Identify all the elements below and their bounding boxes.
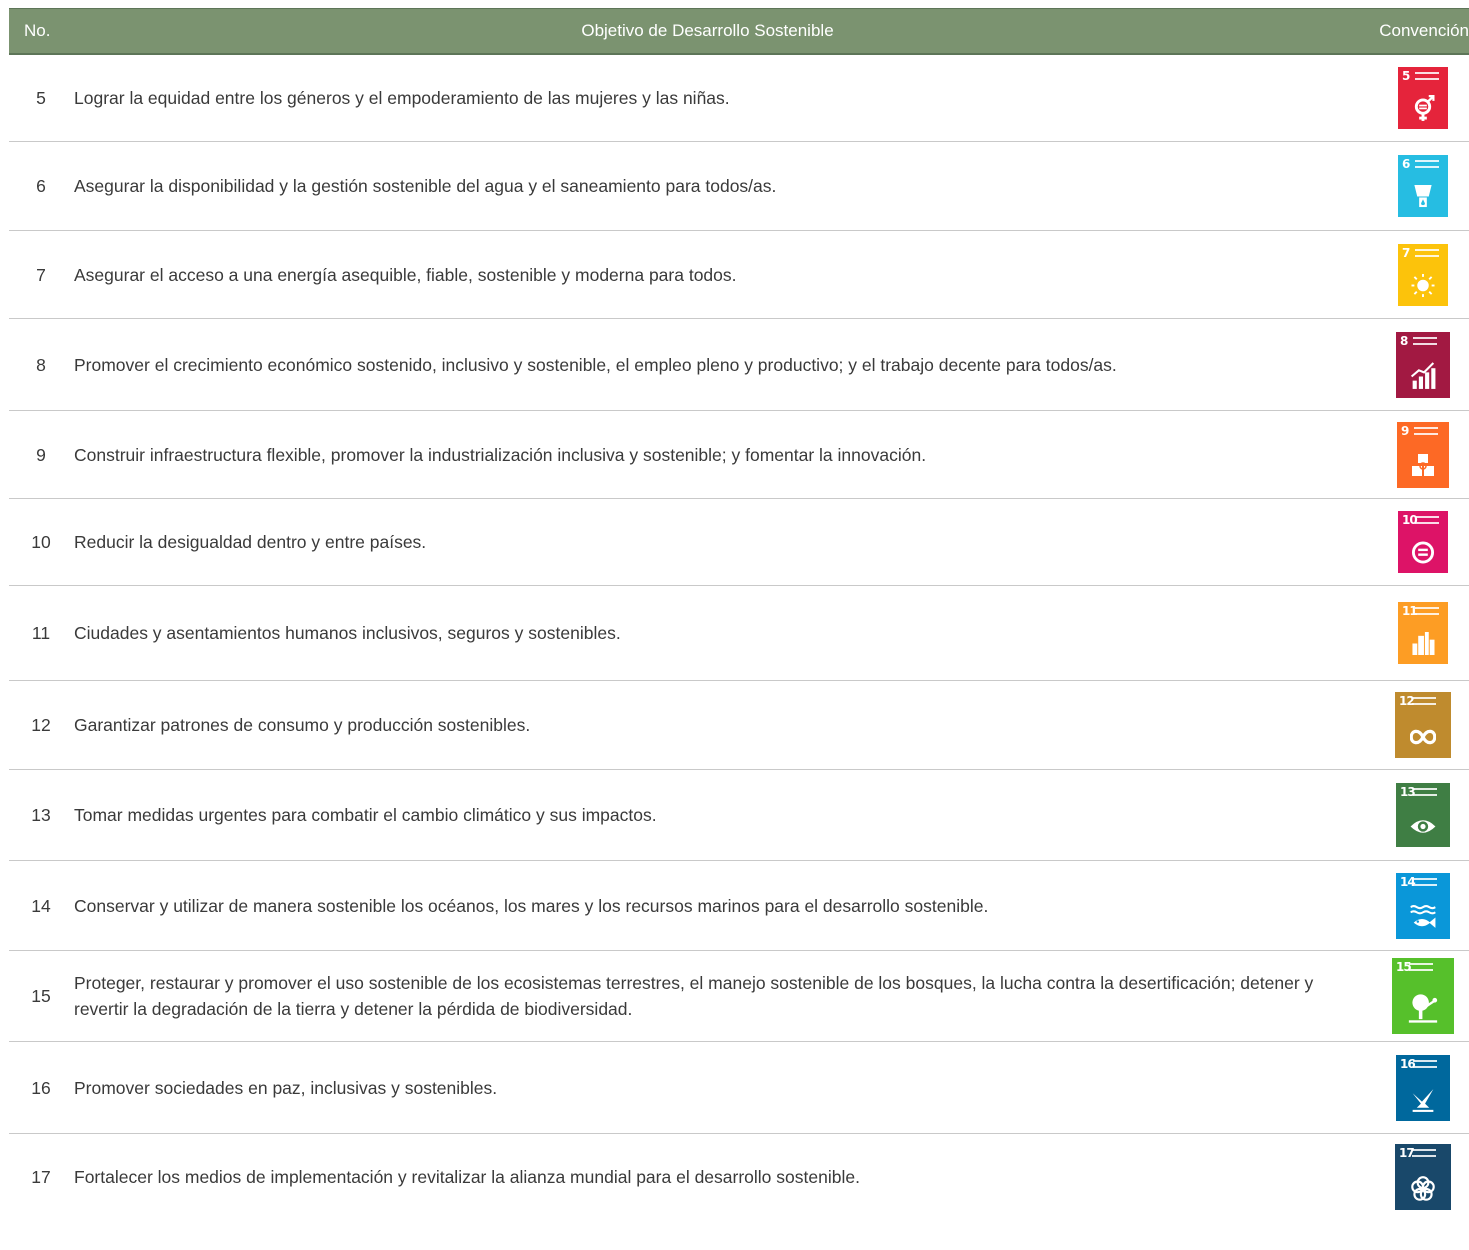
table-row (9, 681, 1469, 770)
sdg-tile (1398, 511, 1448, 573)
sdg-objective-text: Construir infraestructura flexible, promover la industrialización inclusiva y sostenible; y fomentar la innovación. (74, 444, 927, 465)
sdg-tile-number: 7 (1402, 245, 1410, 260)
sdg-convention-cell (1369, 783, 1469, 847)
sdg-objective-text: Promover sociedades en paz, inclusivas y sostenibles. (74, 1077, 498, 1098)
sdg-objective-text: Promover el crecimiento económico sostenido, inclusivo y sostenible, el empleo pleno y productivo; y el trabajo decente para todos/as. (74, 354, 1117, 375)
sdg-tile-title-lines (1413, 788, 1437, 796)
sdg-objective-text: Lograr la equidad entre los géneros y el empoderamiento de las mujeres y las niñas. (74, 88, 730, 108)
sdg-tile (1397, 422, 1449, 488)
sdg-tile (1398, 67, 1448, 129)
table-row (9, 319, 1469, 411)
table-row (9, 142, 1469, 231)
table-row (9, 951, 1469, 1042)
city-icon (1412, 630, 1435, 657)
sdg-objective-text: Reducir la desigualdad dentro y entre países. (74, 532, 427, 552)
table-row (9, 1042, 1469, 1134)
sdg-tile (1398, 602, 1448, 664)
sdg-tile-number: 15 (1396, 960, 1411, 974)
infinity-icon (1410, 722, 1436, 752)
sdg-convention-cell (1369, 244, 1469, 306)
sdg-tile-title-lines (1412, 1149, 1436, 1157)
table-row (9, 1134, 1469, 1219)
sdg-tile-number: 14 (1400, 874, 1415, 889)
sdg-tile-title-lines (1413, 337, 1437, 345)
sdg-tile-title-lines (1415, 516, 1439, 524)
sdg-objective-text: Fortalecer los medios de implementación y revitalizar la alianza mundial para el desarrollo sostenible. (74, 1166, 860, 1187)
cubes-icon (1411, 452, 1435, 480)
water-tap-icon (1412, 183, 1435, 210)
sdg-tile-number: 13 (1400, 785, 1415, 799)
sdg-tile (1396, 783, 1450, 847)
sdg-tile-number: 8 (1400, 333, 1408, 348)
table-row (9, 586, 1469, 681)
sdg-convention-cell (1369, 1055, 1469, 1121)
tree-icon (1409, 992, 1438, 1025)
sdg-tile (1395, 692, 1451, 758)
earth-eye-icon (1411, 812, 1436, 841)
sdg-number: 14 (31, 895, 51, 916)
table-row (9, 411, 1469, 499)
sdg-tile-title-lines (1415, 607, 1439, 615)
sdg-convention-cell (1369, 1144, 1469, 1210)
table-header (9, 9, 1469, 55)
sdg-number: 12 (31, 715, 51, 735)
fish-icon (1411, 903, 1436, 932)
sdg-objective-text: Asegurar el acceso a una energía asequible, fiable, sostenible y moderna para todos. (74, 264, 737, 285)
sdg-tile-title-lines (1413, 878, 1437, 886)
sdg-table (9, 8, 1469, 1219)
sdg-tile-title-lines (1415, 249, 1439, 257)
sdg-number: 11 (31, 623, 51, 643)
sdg-convention-cell (1369, 332, 1469, 398)
sdg-tile (1395, 1144, 1451, 1210)
sdg-convention-cell (1369, 511, 1469, 573)
sdg-tile (1396, 332, 1450, 398)
sdg-tile-title-lines (1414, 427, 1438, 435)
table-row (9, 499, 1469, 586)
sdg-objective-text: Conservar y utilizar de manera sostenible los océanos, los mares y los recursos marinos para el desarrollo sostenible. (74, 895, 989, 916)
table-row (9, 231, 1469, 319)
sdg-tile-title-lines (1409, 963, 1433, 971)
table-body (9, 55, 1469, 1219)
sdg-number: 16 (31, 1077, 51, 1098)
sdg-tile-title-lines (1413, 1060, 1437, 1068)
header-no: No. (24, 21, 51, 40)
sdg-number: 10 (31, 532, 51, 552)
sdg-tile-number: 16 (1400, 1056, 1415, 1071)
sdg-tile-number: 12 (1399, 694, 1414, 708)
sdg-number: 5 (36, 88, 46, 108)
sdg-tile-number: 6 (1402, 157, 1410, 171)
sdg-tile-number: 9 (1401, 423, 1409, 438)
sdg-number: 17 (31, 1166, 51, 1187)
growth-chart-icon (1411, 362, 1436, 391)
dove-icon (1411, 1085, 1436, 1114)
sdg-tile-title-lines (1412, 697, 1436, 705)
sdg-convention-cell (1369, 67, 1469, 129)
sdg-tile (1398, 155, 1448, 217)
header-objective: Objetivo de Desarrollo Sostenible (581, 21, 834, 40)
sdg-tile-title-lines (1415, 72, 1439, 80)
sdg-convention-cell (1369, 422, 1469, 488)
equality-icon (1412, 539, 1435, 566)
sdg-convention-cell (1369, 873, 1469, 939)
table-row (9, 861, 1469, 951)
sdg-tile-title-lines (1415, 160, 1439, 168)
sdg-tile (1398, 244, 1448, 306)
sdg-tile-number: 11 (1402, 604, 1417, 618)
sdg-convention-cell (1369, 692, 1469, 758)
sdg-objective-text: Tomar medidas urgentes para combatir el cambio climático y sus impactos. (74, 805, 657, 825)
sdg-convention-cell (1369, 958, 1469, 1034)
sdg-tile (1396, 1055, 1450, 1121)
sdg-number: 7 (36, 264, 46, 285)
sdg-tile-number: 5 (1402, 69, 1410, 83)
sdg-objective-text: Garantizar patrones de consumo y producción sostenibles. (74, 715, 531, 735)
header-convention: Convención (1379, 21, 1469, 40)
sdg-number: 15 (31, 986, 51, 1006)
sdg-number: 6 (36, 176, 46, 196)
sdg-tile (1396, 873, 1450, 939)
sdg-number: 8 (36, 354, 46, 375)
table-row (9, 770, 1469, 861)
sdg-number: 9 (36, 444, 46, 465)
sdg-objective-text: Ciudades y asentamientos humanos inclusivos, seguros y sostenibles. (74, 623, 621, 643)
sdg-objective-text: Asegurar la disponibilidad y la gestión sostenible del agua y el saneamiento para todos/as. (74, 176, 777, 196)
sdg-convention-cell (1369, 155, 1469, 217)
sdg-tile-number: 10 (1402, 513, 1417, 527)
gender-equality-icon (1412, 95, 1435, 122)
sdg-convention-cell (1369, 602, 1469, 664)
sdg-number: 13 (31, 805, 51, 825)
table-row (9, 55, 1469, 142)
partnership-flower-icon (1410, 1174, 1436, 1204)
sdg-objective-text: Proteger, restaurar y promover el uso sostenible de los ecosistemas terrestres, el manejo sostenible de los bosques, la lucha contra la desertificación; detener y revertir la degradación de la tierra y detener la pérdida de biodiversidad. (74, 973, 1314, 1019)
sdg-tile (1392, 958, 1454, 1034)
sdg-tile-number: 17 (1399, 1145, 1414, 1160)
sun-icon (1412, 272, 1435, 299)
